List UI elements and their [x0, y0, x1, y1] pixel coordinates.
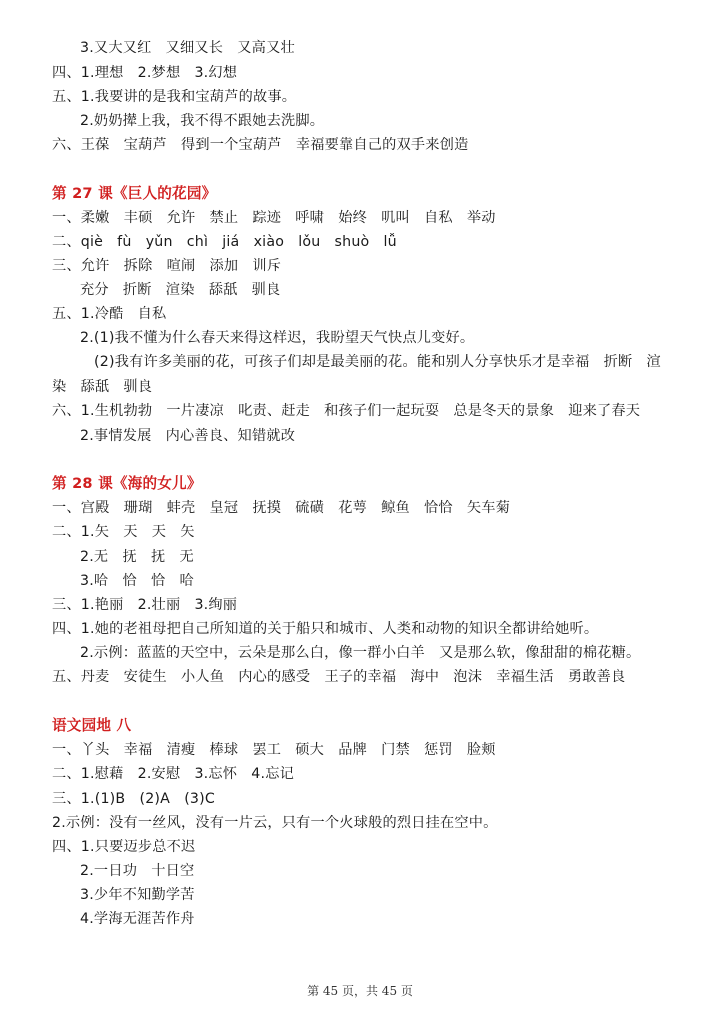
text-line: 一、柔嫩 丰硕 允许 禁止 踪迹 呼啸 始终 叽叫 自私 举动: [52, 210, 496, 226]
text-line: 五、1.冷酷 自私: [52, 306, 167, 322]
text-line: 染 舔舐 驯良: [52, 379, 153, 395]
text-line: 一、宫殿 珊瑚 蚌壳 皇冠 抚摸 硫磺 花萼 鲸鱼 恰恰 矢车菊: [52, 500, 511, 516]
text-line: 2.奶奶撵上我，我不得不跟她去洗脚。: [80, 113, 325, 129]
text-line: 2.(1)我不懂为什么春天来得这样迟，我盼望天气快点儿变好。: [80, 330, 475, 346]
text-line: 三、1.艳丽 2.壮丽 3.绚丽: [52, 597, 238, 613]
text-line: 四、1.她的老祖母把自己所知道的关于船只和城市、人类和动物的知识全都讲给她听。: [52, 621, 599, 637]
text-line: 三、1.(1)B (2)A (3)C: [52, 791, 216, 807]
text-line: 3.少年不知勤学苦: [80, 887, 195, 903]
section-heading-lesson-27: 第 27 课《巨人的花园》: [52, 185, 217, 202]
text-line: 充分 折断 渲染 舔舐 驯良: [80, 282, 281, 298]
section-heading-lesson-28: 第 28 课《海的女儿》: [52, 475, 202, 492]
text-line: 六、1.生机勃勃 一片凄凉 叱责、赶走 和孩子们一起玩耍 总是冬天的景象 迎来了春天: [52, 403, 641, 419]
text-line: 3.又大又红 又细又长 又高又壮: [80, 40, 295, 56]
text-line: 五、1.我要讲的是我和宝葫芦的故事。: [52, 89, 297, 105]
text-line: 2.示例：没有一丝风，没有一片云，只有一个火球般的烈日挂在空中。: [52, 815, 498, 831]
text-line: 2.一日功 十日空: [80, 863, 195, 879]
text-line: 二、1.矢 天 天 矢: [52, 524, 195, 540]
text-line: 三、允许 拆除 喧闹 添加 训斥: [52, 258, 282, 274]
text-line: 2.无 抚 抚 无: [80, 549, 194, 565]
text-line: 二、qiè fù yǔn chì jiá xiào lǒu shuò lǚ: [52, 234, 397, 250]
page-number-footer: 第 45 页，共 45 页: [307, 984, 413, 998]
text-line: 二、1.慰藉 2.安慰 3.忘怀 4.忘记: [52, 766, 295, 782]
text-line: 六、王葆 宝葫芦 得到一个宝葫芦 幸福要靠自己的双手来创造: [52, 137, 469, 153]
text-line: 3.哈 恰 恰 哈: [80, 573, 194, 589]
text-line: 2.示例：蓝蓝的天空中，云朵是那么白，像一群小白羊 又是那么软，像甜甜的棉花糖。: [80, 645, 641, 661]
text-line: 四、1.理想 2.梦想 3.幻想: [52, 65, 238, 81]
text-line: 4.学海无涯苦作舟: [80, 911, 195, 927]
text-line: 五、丹麦 安徒生 小人鱼 内心的感受 王子的幸福 海中 泡沫 幸福生活 勇敢善良: [52, 669, 626, 685]
text-line: 四、1.只要迈步总不迟: [52, 839, 196, 855]
text-line: 一、丫头 幸福 清瘦 棒球 罢工 硕大 品牌 门禁 惩罚 脸颊: [52, 742, 496, 758]
text-line: 2.事情发展 内心善良、知错就改: [80, 428, 296, 444]
section-heading-language-garden: 语文园地 八: [52, 717, 132, 734]
text-line: (2)我有许多美丽的花，可孩子们却是最美丽的花。能和别人分享快乐才是幸福 折断 渲: [94, 354, 661, 370]
